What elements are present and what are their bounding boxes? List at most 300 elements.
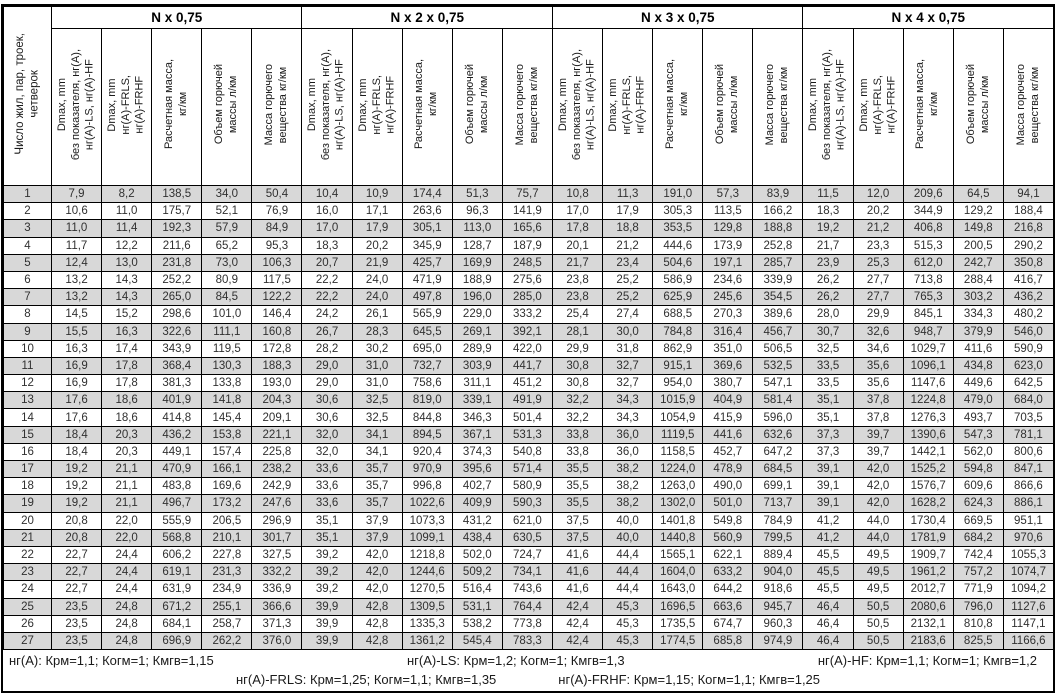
data-cell: 20,2 — [853, 203, 903, 220]
row-number-cell: 3 — [4, 220, 52, 237]
data-cell: 571,4 — [502, 461, 552, 478]
data-cell: 17,8 — [102, 375, 152, 392]
data-cell: 305,1 — [402, 220, 452, 237]
data-cell: 166,2 — [753, 203, 803, 220]
data-cell: 303,9 — [452, 357, 502, 374]
data-cell: 24,8 — [102, 598, 152, 615]
data-cell: 39,1 — [803, 478, 853, 495]
data-cell: 1696,5 — [653, 598, 703, 615]
data-cell: 596,0 — [753, 409, 803, 426]
row-number-cell: 1 — [4, 186, 52, 203]
data-cell: 34,3 — [603, 409, 653, 426]
data-cell: 172,8 — [252, 340, 302, 357]
data-cell: 29,9 — [853, 306, 903, 323]
data-cell: 210,1 — [202, 529, 252, 546]
data-cell: 209,1 — [252, 409, 302, 426]
data-cell: 160,8 — [252, 323, 302, 340]
column-header-g2-c1 — [302, 29, 352, 186]
data-cell: 39,9 — [302, 598, 352, 615]
column-header-label: Dmax, mm без показателя, нг(A), нг(A)-LS, нг(A)-HF — [807, 48, 847, 161]
data-cell: 141,8 — [202, 392, 252, 409]
data-cell: 409,9 — [452, 495, 502, 512]
data-cell: 21,7 — [552, 254, 602, 271]
data-cell: 17,0 — [552, 203, 602, 220]
data-cell: 35,1 — [302, 512, 352, 529]
row-number-cell: 2 — [4, 203, 52, 220]
data-cell: 73,0 — [202, 254, 252, 271]
data-cell: 696,9 — [152, 632, 202, 649]
data-cell: 684,0 — [1003, 392, 1053, 409]
data-cell: 1074,7 — [1003, 564, 1053, 581]
data-cell: 800,6 — [1003, 443, 1053, 460]
data-cell: 45,3 — [603, 615, 653, 632]
data-cell: 30,2 — [352, 340, 402, 357]
data-cell: 333,2 — [502, 306, 552, 323]
data-cell: 547,3 — [953, 426, 1003, 443]
data-cell: 17,0 — [302, 220, 352, 237]
data-cell: 764,4 — [502, 598, 552, 615]
data-cell: 18,4 — [52, 443, 102, 460]
data-cell: 50,5 — [853, 615, 903, 632]
data-cell: 1224,8 — [903, 392, 953, 409]
data-cell: 21,1 — [102, 478, 152, 495]
data-cell: 27,4 — [603, 306, 653, 323]
data-cell: 35,6 — [853, 357, 903, 374]
data-cell: 1127,6 — [1003, 598, 1053, 615]
data-cell: 483,8 — [152, 478, 202, 495]
data-cell: 133,8 — [202, 375, 252, 392]
data-cell: 42,8 — [352, 598, 402, 615]
data-cell: 20,3 — [102, 426, 152, 443]
data-cell: 497,8 — [402, 289, 452, 306]
data-cell: 52,1 — [202, 203, 252, 220]
data-cell: 75,7 — [502, 186, 552, 203]
data-cell: 229,0 — [452, 306, 502, 323]
data-cell: 799,5 — [753, 529, 803, 546]
data-cell: 16,3 — [102, 323, 152, 340]
data-cell: 594,8 — [953, 461, 1003, 478]
data-cell: 188,4 — [1003, 203, 1053, 220]
row-number-cell: 11 — [4, 357, 52, 374]
data-cell: 196,0 — [452, 289, 502, 306]
row-number-cell: 20 — [4, 512, 52, 529]
data-cell: 34,6 — [853, 340, 903, 357]
row-number-cell: 7 — [4, 289, 52, 306]
data-cell: 20,1 — [552, 237, 602, 254]
data-cell: 46,4 — [803, 632, 853, 649]
data-cell: 374,3 — [452, 443, 502, 460]
data-cell: 847,1 — [1003, 461, 1053, 478]
data-cell: 796,0 — [953, 598, 1003, 615]
data-cell: 758,6 — [402, 375, 452, 392]
data-cell: 14,5 — [52, 306, 102, 323]
data-cell: 169,9 — [452, 254, 502, 271]
data-cell: 501,4 — [502, 409, 552, 426]
data-cell: 289,9 — [452, 340, 502, 357]
data-cell: 145,4 — [202, 409, 252, 426]
data-cell: 622,1 — [703, 546, 753, 563]
data-cell: 17,9 — [603, 203, 653, 220]
table-frame — [1, 4, 1055, 693]
group-header-n1: N x 0,75 — [52, 7, 302, 29]
data-cell: 42,0 — [853, 461, 903, 478]
footnotes — [3, 650, 1053, 691]
data-cell: 247,6 — [252, 495, 302, 512]
data-cell: 480,2 — [1003, 306, 1053, 323]
data-cell: 25,4 — [552, 306, 602, 323]
data-cell: 296,9 — [252, 512, 302, 529]
data-cell: 24,4 — [102, 564, 152, 581]
data-cell: 15,5 — [52, 323, 102, 340]
data-cell: 1099,1 — [402, 529, 452, 546]
data-cell: 10,6 — [52, 203, 102, 220]
data-cell: 16,9 — [52, 357, 102, 374]
data-cell: 33,8 — [552, 443, 602, 460]
data-cell: 34,1 — [352, 426, 402, 443]
data-cell: 351,0 — [703, 340, 753, 357]
row-number-cell: 21 — [4, 529, 52, 546]
data-cell: 21,9 — [352, 254, 402, 271]
data-cell: 671,2 — [152, 598, 202, 615]
data-cell: 18,4 — [52, 426, 102, 443]
data-cell: 343,9 — [152, 340, 202, 357]
data-cell: 669,5 — [953, 512, 1003, 529]
data-cell: 14,3 — [102, 271, 152, 288]
data-cell: 35,5 — [552, 461, 602, 478]
data-cell: 1147,6 — [903, 375, 953, 392]
data-cell: 37,8 — [853, 409, 903, 426]
data-cell: 1401,8 — [653, 512, 703, 529]
data-cell: 211,6 — [152, 237, 202, 254]
data-cell: 122,2 — [252, 289, 302, 306]
data-cell: 16,0 — [302, 203, 352, 220]
data-cell: 262,2 — [202, 632, 252, 649]
table-row — [4, 529, 1054, 546]
data-cell: 371,3 — [252, 615, 302, 632]
table-row — [4, 598, 1054, 615]
data-cell: 248,5 — [502, 254, 552, 271]
data-cell: 26,2 — [803, 289, 853, 306]
data-cell: 35,7 — [352, 478, 402, 495]
data-cell: 1961,2 — [903, 564, 953, 581]
data-cell: 22,0 — [102, 512, 152, 529]
data-cell: 951,1 — [1003, 512, 1053, 529]
data-cell: 35,7 — [352, 495, 402, 512]
data-cell: 21,1 — [102, 461, 152, 478]
data-cell: 169,6 — [202, 478, 252, 495]
data-cell: 31,8 — [603, 340, 653, 357]
column-header-g4-c1 — [803, 29, 853, 186]
data-cell: 30,8 — [552, 375, 602, 392]
data-cell: 1909,7 — [903, 546, 953, 563]
data-cell: 51,3 — [452, 186, 502, 203]
data-cell: 34,0 — [202, 186, 252, 203]
table-body — [4, 186, 1054, 650]
data-cell: 32,5 — [803, 340, 853, 357]
data-cell: 684,1 — [152, 615, 202, 632]
data-cell: 406,8 — [903, 220, 953, 237]
data-cell: 1218,8 — [402, 546, 452, 563]
data-cell: 129,8 — [703, 220, 753, 237]
data-cell: 37,9 — [352, 512, 402, 529]
data-cell: 30,6 — [302, 392, 352, 409]
data-cell: 84,5 — [202, 289, 252, 306]
column-header-g1-c3 — [152, 29, 202, 186]
data-cell: 173,9 — [703, 237, 753, 254]
data-cell: 538,2 — [452, 615, 502, 632]
data-cell: 113,5 — [703, 203, 753, 220]
data-cell: 258,7 — [202, 615, 252, 632]
data-cell: 174,4 — [402, 186, 452, 203]
data-cell: 531,3 — [502, 426, 552, 443]
data-cell: 632,6 — [753, 426, 803, 443]
data-cell: 22,7 — [52, 546, 102, 563]
row-number-cell: 6 — [4, 271, 52, 288]
data-cell: 16,3 — [52, 340, 102, 357]
data-cell: 346,3 — [452, 409, 502, 426]
table-row — [4, 426, 1054, 443]
data-cell: 32,5 — [352, 392, 402, 409]
row-number-cell: 15 — [4, 426, 52, 443]
column-header-g3-c2 — [603, 29, 653, 186]
data-cell: 771,9 — [953, 581, 1003, 598]
data-cell: 647,2 — [753, 443, 803, 460]
data-cell: 1224,0 — [653, 461, 703, 478]
data-cell: 29,0 — [302, 375, 352, 392]
data-cell: 18,8 — [603, 220, 653, 237]
row-number-cell: 25 — [4, 598, 52, 615]
data-cell: 367,1 — [452, 426, 502, 443]
data-cell: 44,4 — [603, 564, 653, 581]
data-cell: 684,2 — [953, 529, 1003, 546]
data-cell: 42,0 — [853, 478, 903, 495]
data-cell: 444,6 — [653, 237, 703, 254]
data-cell: 954,0 — [653, 375, 703, 392]
data-cell: 22,0 — [102, 529, 152, 546]
data-cell: 42,0 — [853, 495, 903, 512]
data-cell: 402,7 — [452, 478, 502, 495]
data-cell: 19,2 — [52, 478, 102, 495]
row-number-cell: 24 — [4, 581, 52, 598]
data-cell: 327,5 — [252, 546, 302, 563]
data-cell: 970,9 — [402, 461, 452, 478]
data-cell: 96,3 — [452, 203, 502, 220]
data-cell: 25,2 — [603, 289, 653, 306]
data-cell: 101,0 — [202, 306, 252, 323]
data-cell: 191,0 — [653, 186, 703, 203]
data-cell: 1244,6 — [402, 564, 452, 581]
data-cell: 37,8 — [853, 392, 903, 409]
data-cell: 674,7 — [703, 615, 753, 632]
table-row — [4, 512, 1054, 529]
data-cell: 316,4 — [703, 323, 753, 340]
data-cell: 35,1 — [302, 529, 352, 546]
table-row — [4, 203, 1054, 220]
column-header-row — [4, 29, 1054, 186]
data-cell: 38,2 — [603, 495, 653, 512]
corner-header-label: Число жил, пар, троек, четверок — [14, 32, 41, 155]
data-cell: 10,9 — [352, 186, 402, 203]
data-cell: 38,2 — [603, 461, 653, 478]
data-cell: 886,1 — [1003, 495, 1053, 512]
column-header-g1-c1 — [52, 29, 102, 186]
data-cell: 580,9 — [502, 478, 552, 495]
data-cell: 64,5 — [953, 186, 1003, 203]
data-cell: 21,1 — [102, 495, 152, 512]
data-cell: 27,7 — [853, 289, 903, 306]
data-cell: 644,2 — [703, 581, 753, 598]
data-cell: 1565,1 — [653, 546, 703, 563]
data-cell: 24,0 — [352, 289, 402, 306]
data-cell: 238,2 — [252, 461, 302, 478]
table-row — [4, 443, 1054, 460]
data-cell: 783,3 — [502, 632, 552, 649]
data-cell: 590,3 — [502, 495, 552, 512]
data-cell: 491,9 — [502, 392, 552, 409]
data-cell: 757,2 — [953, 564, 1003, 581]
table-row — [4, 254, 1054, 271]
data-cell: 1361,2 — [402, 632, 452, 649]
data-cell: 434,8 — [953, 357, 1003, 374]
data-cell: 732,7 — [402, 357, 452, 374]
data-cell: 33,8 — [552, 426, 602, 443]
data-cell: 478,9 — [703, 461, 753, 478]
data-cell: 42,4 — [552, 615, 602, 632]
data-cell: 23,4 — [603, 254, 653, 271]
table-row — [4, 186, 1054, 203]
data-cell: 11,0 — [102, 203, 152, 220]
data-cell: 28,2 — [302, 340, 352, 357]
data-cell: 35,1 — [803, 409, 853, 426]
data-cell: 33,5 — [803, 375, 853, 392]
data-cell: 713,8 — [903, 271, 953, 288]
data-cell: 1054,9 — [653, 409, 703, 426]
data-cell: 389,6 — [753, 306, 803, 323]
data-cell: 562,0 — [953, 443, 1003, 460]
data-cell: 368,4 — [152, 357, 202, 374]
data-cell: 46,4 — [803, 598, 853, 615]
data-cell: 24,4 — [102, 546, 152, 563]
data-cell: 631,9 — [152, 581, 202, 598]
data-cell: 1525,2 — [903, 461, 953, 478]
column-header-g4-c4 — [953, 29, 1003, 186]
data-cell: 35,7 — [352, 461, 402, 478]
data-cell: 1735,5 — [653, 615, 703, 632]
data-cell: 336,9 — [252, 581, 302, 598]
data-cell: 1643,0 — [653, 581, 703, 598]
data-cell: 713,7 — [753, 495, 803, 512]
data-cell: 547,1 — [753, 375, 803, 392]
data-cell: 37,5 — [552, 512, 602, 529]
data-cell: 565,9 — [402, 306, 452, 323]
data-cell: 35,5 — [552, 495, 602, 512]
column-header-g4-c5 — [1003, 29, 1053, 186]
data-cell: 502,0 — [452, 546, 502, 563]
row-number-cell: 5 — [4, 254, 52, 271]
data-cell: 14,3 — [102, 289, 152, 306]
data-cell: 395,6 — [452, 461, 502, 478]
data-cell: 1276,3 — [903, 409, 953, 426]
data-cell: 252,8 — [753, 237, 803, 254]
data-cell: 1096,1 — [903, 357, 953, 374]
data-cell: 42,4 — [552, 632, 602, 649]
data-cell: 1440,8 — [653, 529, 703, 546]
data-cell: 17,6 — [52, 409, 102, 426]
data-cell: 41,2 — [803, 529, 853, 546]
data-cell: 13,2 — [52, 289, 102, 306]
data-cell: 13,0 — [102, 254, 152, 271]
data-cell: 31,0 — [352, 357, 402, 374]
column-header-g3-c5 — [753, 29, 803, 186]
data-cell: 40,0 — [603, 529, 653, 546]
data-cell: 23,8 — [552, 271, 602, 288]
group-header-row — [4, 7, 1054, 29]
data-cell: 7,9 — [52, 186, 102, 203]
data-cell: 57,9 — [202, 220, 252, 237]
data-cell: 509,2 — [452, 564, 502, 581]
data-cell: 1147,1 — [1003, 615, 1053, 632]
row-number-cell: 9 — [4, 323, 52, 340]
column-header-g3-c4 — [703, 29, 753, 186]
data-cell: 252,2 — [152, 271, 202, 288]
data-cell: 24,8 — [102, 632, 152, 649]
data-cell: 381,3 — [152, 375, 202, 392]
data-cell: 845,1 — [903, 306, 953, 323]
footnote-ng-a-hf: нг(A)-HF: Крм=1,1; Когм=1; Кмгв=1,2 — [817, 653, 1037, 669]
data-cell: 21,2 — [603, 237, 653, 254]
data-cell: 216,8 — [1003, 220, 1053, 237]
data-cell: 21,7 — [803, 237, 853, 254]
data-cell: 117,5 — [252, 271, 302, 288]
data-cell: 285,0 — [502, 289, 552, 306]
data-cell: 26,1 — [352, 306, 402, 323]
data-cell: 2080,6 — [903, 598, 953, 615]
data-cell: 501,0 — [703, 495, 753, 512]
data-cell: 34,1 — [352, 443, 402, 460]
data-cell: 19,2 — [803, 220, 853, 237]
data-cell: 29,9 — [552, 340, 602, 357]
data-cell: 350,8 — [1003, 254, 1053, 271]
table-row — [4, 581, 1054, 598]
data-cell: 516,4 — [452, 581, 502, 598]
data-cell: 33,6 — [302, 478, 352, 495]
data-cell: 25,2 — [603, 271, 653, 288]
data-cell: 1576,7 — [903, 478, 953, 495]
row-number-cell: 19 — [4, 495, 52, 512]
data-cell: 431,2 — [452, 512, 502, 529]
data-cell: 84,9 — [252, 220, 302, 237]
footnote-ng-a: нг(A): Крм=1,1; Когм=1; Кмгв=1,15 — [9, 653, 214, 669]
data-cell: 221,1 — [252, 426, 302, 443]
data-cell: 625,9 — [653, 289, 703, 306]
data-cell: 392,1 — [502, 323, 552, 340]
data-cell: 633,2 — [703, 564, 753, 581]
data-cell: 621,0 — [502, 512, 552, 529]
data-cell: 23,5 — [52, 632, 102, 649]
data-cell: 1022,6 — [402, 495, 452, 512]
data-cell: 1158,5 — [653, 443, 703, 460]
table-row — [4, 478, 1054, 495]
data-cell: 22,7 — [52, 564, 102, 581]
row-number-cell: 23 — [4, 564, 52, 581]
column-header-g1-c5 — [252, 29, 302, 186]
data-cell: 44,4 — [603, 581, 653, 598]
data-cell: 1166,6 — [1003, 632, 1053, 649]
data-cell: 376,0 — [252, 632, 302, 649]
data-cell: 479,0 — [953, 392, 1003, 409]
data-cell: 35,1 — [803, 392, 853, 409]
data-cell: 288,4 — [953, 271, 1003, 288]
